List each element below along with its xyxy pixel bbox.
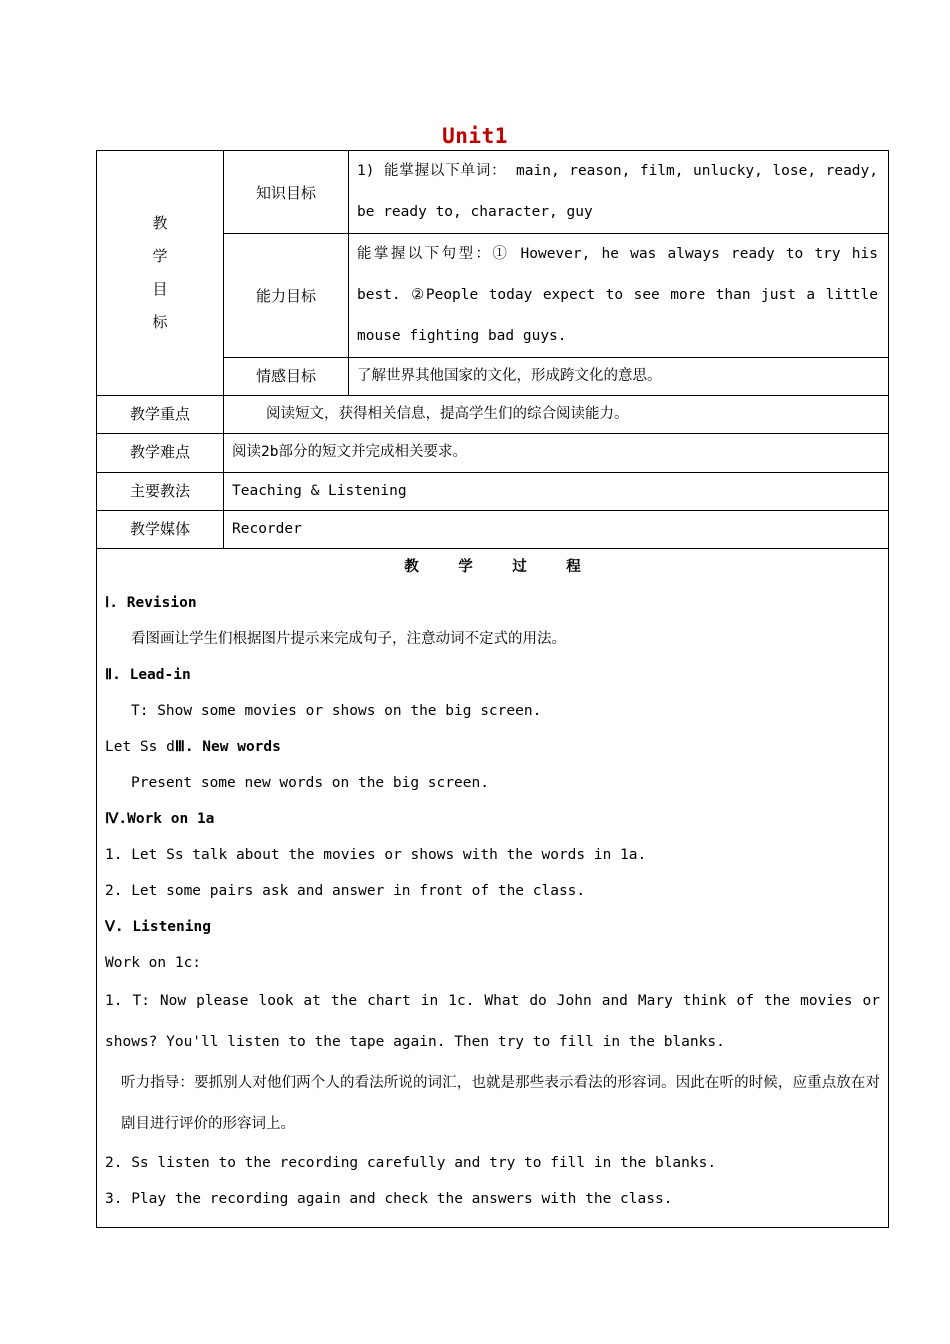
section-heading: Ⅱ. Lead-in [105, 667, 191, 683]
difficulty-label: 教学难点 [97, 434, 224, 473]
objectives-label-char: 教 [152, 214, 168, 232]
objectives-label-char: 学 [152, 247, 168, 265]
key-point-label: 教学重点 [97, 396, 224, 434]
objectives-label-char: 目 [152, 280, 168, 298]
lesson-plan-table [96, 150, 889, 1228]
knowledge-goal-text: 1) 能掌握以下单词： main, reason, film, unlucky, lose, ready, be ready to, character, guy [349, 151, 889, 234]
process-line [105, 729, 880, 765]
objectives-label [97, 151, 224, 396]
media-label: 教学媒体 [97, 511, 224, 549]
key-point-text: 阅读短文，获得相关信息，提高学生们的综合阅读能力。 [224, 396, 889, 434]
knowledge-goal-label: 知识目标 [224, 151, 349, 234]
process-line: Present some new words on the big screen. [131, 775, 489, 791]
method-label: 主要教法 [97, 473, 224, 511]
difficulty-text: 阅读2b部分的短文并完成相关要求。 [224, 434, 889, 473]
ability-goal-text: 能掌握以下句型：① However, he was always ready to try his best. ②People today expect to see more than just a little mouse fighting bad guys. [349, 234, 889, 358]
section-heading: Ⅰ. Revision [105, 595, 197, 611]
objectives-label-char: 标 [152, 313, 168, 331]
process-line: 2. Let some pairs ask and answer in front of the class. [105, 883, 586, 899]
process-title: 教 学 过 程 [404, 559, 581, 575]
process-fragment: Let Ss d [105, 739, 175, 755]
emotion-goal-label: 情感目标 [224, 358, 349, 396]
process-line: 听力指导：要抓别人对他们两个人的看法所说的词汇，也就是那些表示看法的形容词。因此在听的时候，应重点放在对剧目进行评价的形容词上。 [121, 1075, 880, 1132]
ability-goal-label: 能力目标 [224, 234, 349, 358]
process-line: T: Show some movies or shows on the big screen. [131, 703, 542, 719]
process-line: Work on 1c: [105, 955, 202, 971]
section-heading: Ⅲ. New words [174, 739, 281, 755]
process-line: 1. Let Ss talk about the movies or shows with the words in 1a. [105, 847, 647, 863]
section-heading: Ⅳ.Work on 1a [105, 811, 215, 827]
process-line: 1. T: Now please look at the chart in 1c. What do John and Mary think of the movies or shows? You'll listen to the tape again. Then try to fill in the blanks. [105, 993, 880, 1050]
teaching-process [97, 549, 889, 1228]
media-text: Recorder [224, 511, 889, 549]
process-line: 3. Play the recording again and check the answers with the class. [105, 1191, 673, 1207]
process-line: 2. Ss listen to the recording carefully and try to fill in the blanks. [105, 1155, 717, 1171]
section-heading: Ⅴ. Listening [105, 919, 211, 935]
method-text: Teaching & Listening [224, 473, 889, 511]
emotion-goal-text: 了解世界其他国家的文化，形成跨文化的意思。 [349, 358, 889, 396]
process-line: 看图画让学生们根据图片提示来完成句子，注意动词不定式的用法。 [131, 631, 566, 647]
document-title: Unit1 [442, 124, 508, 148]
